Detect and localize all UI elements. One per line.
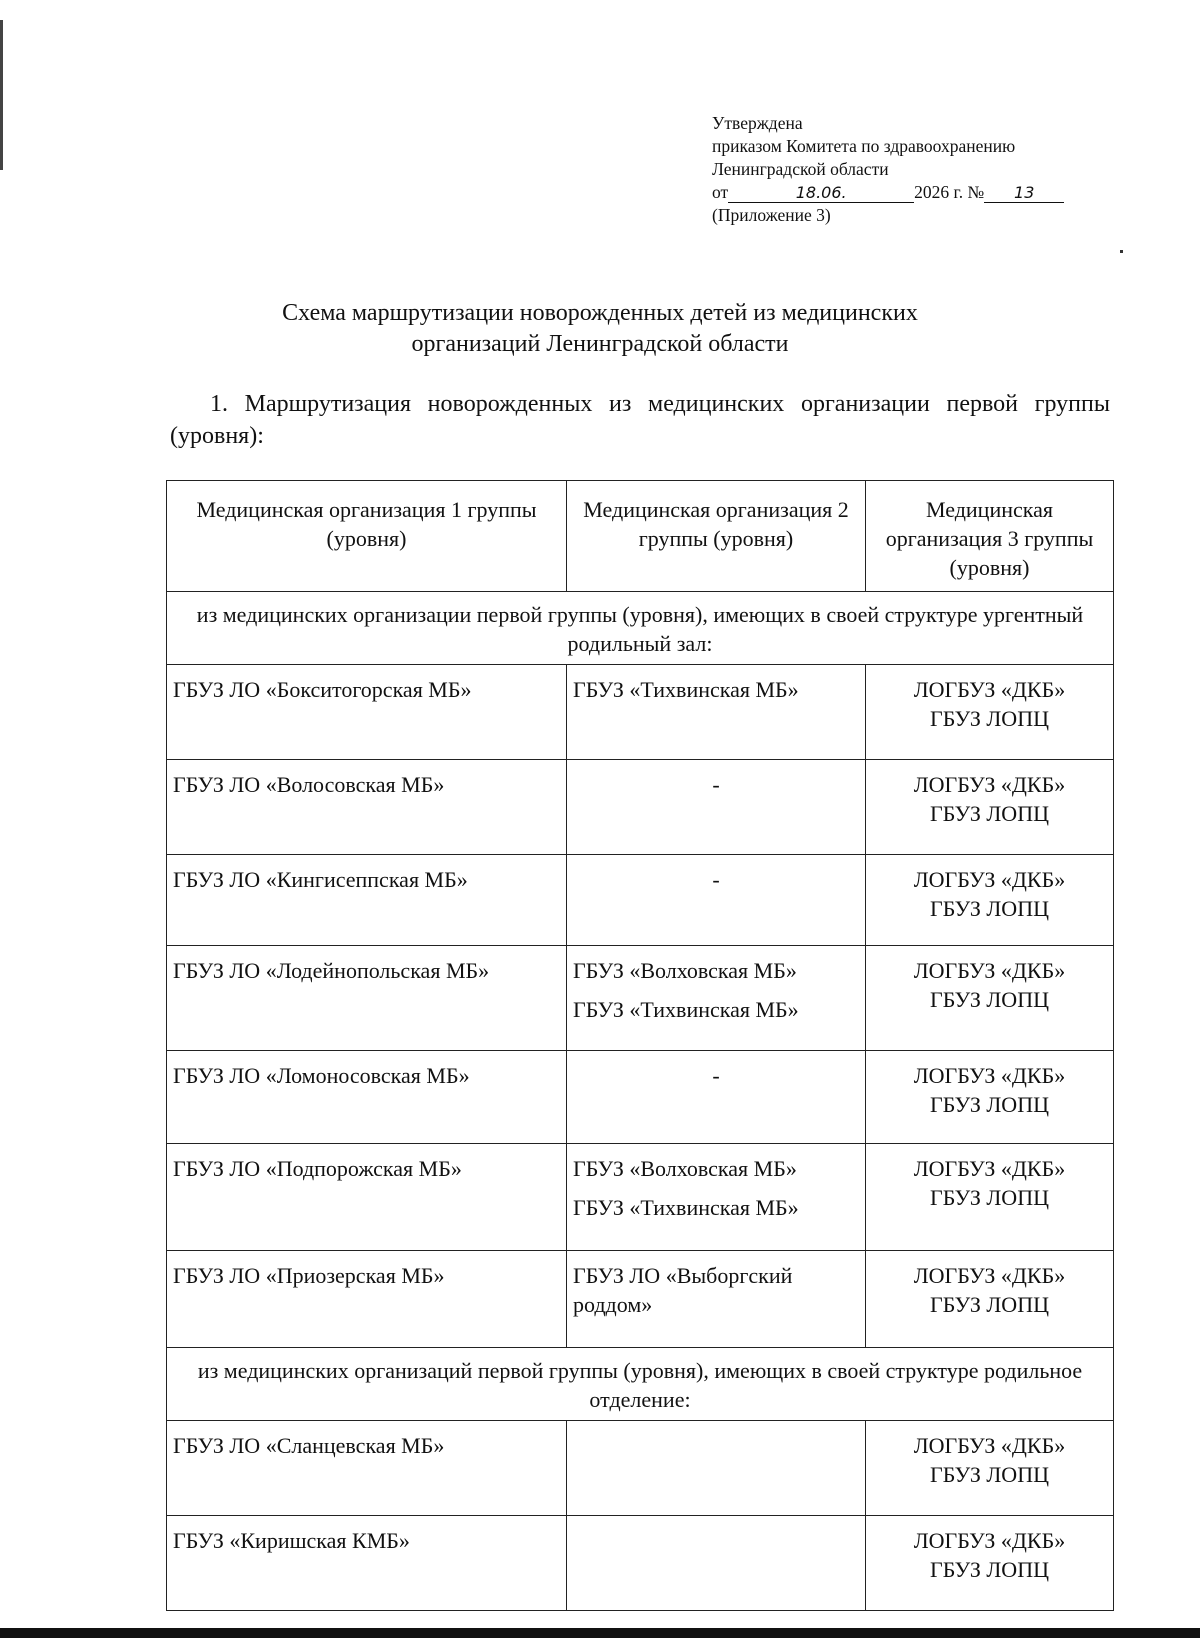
scan-edge-mark [0, 20, 3, 170]
subheader-urgent-delivery-room: из медицинских организации первой группы (уровня), имеющих в своей структуре ургентный родильный зал: [167, 592, 1114, 665]
routing-table [166, 480, 1114, 1611]
level-1-organization: ГБУЗ ЛО «Приозерская МБ» [167, 1251, 567, 1348]
subheader-row-1 [167, 592, 1114, 665]
level-3-organization: ЛОГБУЗ «ДКБ» [913, 1156, 1066, 1181]
title-line-2: организаций Ленинградской области [411, 331, 789, 357]
level-3-organization: ГБУЗ ЛОПЦ [930, 987, 1049, 1012]
level-2-organizations [567, 855, 866, 946]
level-3-organizations [866, 1251, 1114, 1348]
level-3-organization: ЛОГБУЗ «ДКБ» [913, 958, 1066, 983]
level-2-organization: ГБУЗ «Тихвинская МБ» [573, 997, 799, 1022]
level-1-organization: ГБУЗ ЛО «Сланцевская МБ» [167, 1421, 567, 1516]
level-2-organization: - [712, 772, 720, 797]
section-1-text: 1. Маршрутизация новорожденных из медицинских организации первой группы (уровня): [170, 391, 1110, 449]
level-2-organization: - [712, 867, 720, 892]
header-level-3: Медицинская организация 3 группы (уровня) [866, 481, 1114, 592]
scan-speck [1120, 250, 1123, 253]
level-3-organization: ГБУЗ ЛОПЦ [930, 1092, 1049, 1117]
level-3-organization: ЛОГБУЗ «ДКБ» [913, 1263, 1066, 1288]
level-3-organization: ЛОГБУЗ «ДКБ» [913, 772, 1066, 797]
approval-stamp [712, 112, 1112, 227]
table-row [167, 1516, 1114, 1611]
level-3-organization: ЛОГБУЗ «ДКБ» [913, 1528, 1066, 1553]
level-2-organization: - [712, 1063, 720, 1088]
level-1-organization: ГБУЗ ЛО «Бокситогорская МБ» [167, 665, 567, 760]
year-label: 2026 г. № [914, 182, 985, 202]
level-2-organizations [567, 946, 866, 1051]
date-field: 18.06. [728, 184, 914, 203]
level-2-organizations [567, 1516, 866, 1611]
level-2-organizations [567, 1051, 866, 1144]
level-3-organization: ГБУЗ ЛОПЦ [930, 1185, 1049, 1210]
level-3-organization: ЛОГБУЗ «ДКБ» [913, 1433, 1066, 1458]
table-row [167, 1421, 1114, 1516]
document-title [170, 298, 1030, 360]
scan-bottom-bar [0, 1628, 1200, 1638]
level-3-organization: ЛОГБУЗ «ДКБ» [913, 677, 1066, 702]
level-3-organizations [866, 1516, 1114, 1611]
level-3-organizations [866, 855, 1114, 946]
table-header-row [167, 481, 1114, 592]
from-label: от [712, 182, 729, 202]
level-3-organization: ГБУЗ ЛОПЦ [930, 896, 1049, 921]
approval-line-3: Ленинградской области [712, 159, 889, 179]
level-3-organization: ГБУЗ ЛОПЦ [930, 801, 1049, 826]
table-row [167, 1051, 1114, 1144]
table-row [167, 1144, 1114, 1251]
level-3-organizations [866, 946, 1114, 1051]
level-3-organizations [866, 1144, 1114, 1251]
level-2-organization: ГБУЗ «Тихвинская МБ» [573, 1195, 799, 1220]
level-2-organizations [567, 1421, 866, 1516]
level-2-organization: ГБУЗ «Волховская МБ» [573, 958, 797, 983]
table-row [167, 665, 1114, 760]
subheader-row-2 [167, 1348, 1114, 1421]
level-3-organization: ЛОГБУЗ «ДКБ» [913, 1063, 1066, 1088]
level-2-organization: ГБУЗ ЛО «Выборгский роддом» [573, 1263, 793, 1317]
header-level-1: Медицинская организация 1 группы (уровня) [167, 481, 567, 592]
level-3-organization: ГБУЗ ЛОПЦ [930, 1557, 1049, 1582]
appendix-label: (Приложение 3) [712, 205, 831, 225]
level-2-organization: ГБУЗ «Тихвинская МБ» [573, 677, 799, 702]
table-row [167, 946, 1114, 1051]
approval-line-2: приказом Комитета по здравоохранению [712, 136, 1016, 156]
level-1-organization: ГБУЗ ЛО «Кингисеппская МБ» [167, 855, 567, 946]
table-row [167, 760, 1114, 855]
subheader-maternity-department: из медицинских организаций первой группы (уровня), имеющих в своей структуре родильное отделение: [167, 1348, 1114, 1421]
level-2-organizations [567, 665, 866, 760]
level-3-organizations [866, 1051, 1114, 1144]
section-1-heading [170, 388, 1110, 452]
level-3-organizations [866, 665, 1114, 760]
approval-line-1: Утверждена [712, 113, 803, 133]
level-3-organizations [866, 1421, 1114, 1516]
level-3-organization: ЛОГБУЗ «ДКБ» [913, 867, 1066, 892]
table-row [167, 1251, 1114, 1348]
approval-date-line [712, 181, 1112, 204]
title-line-1: Схема маршрутизации новорожденных детей из медицинских [282, 300, 918, 326]
table-row [167, 855, 1114, 946]
level-3-organization: ГБУЗ ЛОПЦ [930, 1292, 1049, 1317]
level-2-organizations [567, 1251, 866, 1348]
level-3-organizations [866, 760, 1114, 855]
level-2-organizations [567, 1144, 866, 1251]
level-1-organization: ГБУЗ ЛО «Подпорожская МБ» [167, 1144, 567, 1251]
level-3-organization: ГБУЗ ЛОПЦ [930, 1462, 1049, 1487]
order-number-field: 13 [984, 184, 1064, 203]
header-level-2: Медицинская организация 2 группы (уровня) [567, 481, 866, 592]
level-3-organization: ГБУЗ ЛОПЦ [930, 706, 1049, 731]
level-2-organizations [567, 760, 866, 855]
level-1-organization: ГБУЗ ЛО «Ломоносовская МБ» [167, 1051, 567, 1144]
level-2-organization: ГБУЗ «Волховская МБ» [573, 1156, 797, 1181]
level-1-organization: ГБУЗ ЛО «Лодейнопольская МБ» [167, 946, 567, 1051]
level-1-organization: ГБУЗ ЛО «Волосовская МБ» [167, 760, 567, 855]
level-1-organization: ГБУЗ «Киришская КМБ» [167, 1516, 567, 1611]
